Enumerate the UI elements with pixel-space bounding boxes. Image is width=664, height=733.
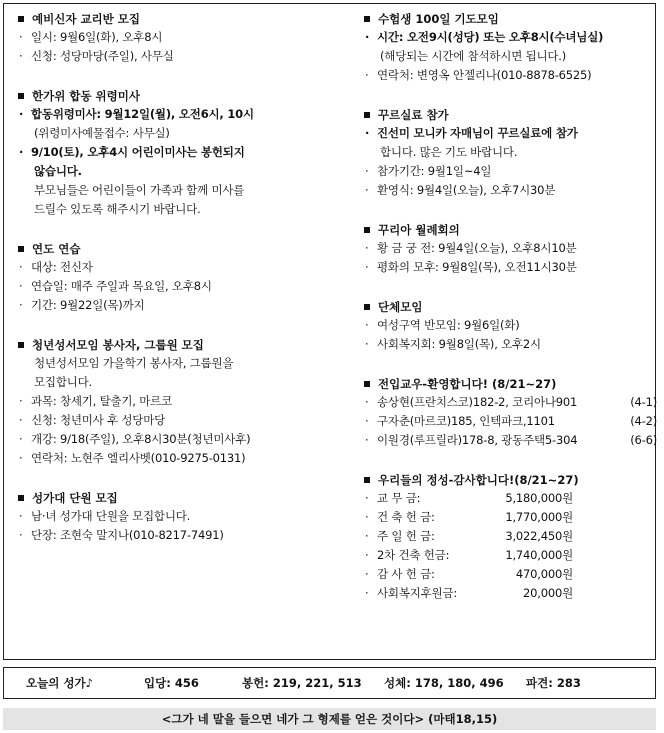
line-text: 청년성서모임 가을학기 봉사자, 그룹원을 [34,356,234,370]
section-heading [16,87,341,105]
offering-row [362,546,657,565]
newcomer-name: 이원경(루프릴라)178-8, 광동주택5-304 [377,433,578,447]
notice-line [16,430,341,449]
offering-row [362,489,657,508]
section-title: 꾸르실료 참가 [378,108,449,122]
line-text: 9/10(토), 오후4시 어린이미사는 봉헌되지 [31,145,245,159]
line-text: 황 금 궁 전: 9월4일(오늘), 오후8시10분 [377,241,577,255]
line-text: 사회복지회: 9월8일(목), 오후2시 [377,337,541,351]
line-text: 여성구역 반모임: 9월6일(화) [377,318,520,332]
line-text: 평화의 모후: 9월8일(목), 오전11시30분 [377,260,577,274]
section-title: 단체모임 [378,300,423,314]
line-marker: · [19,451,23,465]
notice-line [16,105,341,124]
line-text: 과목: 창세기, 탈출기, 마르코 [31,394,172,408]
bullet-square-icon [18,342,24,348]
line-text: 연습일: 매주 주일과 목요일, 오후8시 [31,279,212,293]
line-marker: · [19,260,23,274]
notice-line [16,526,341,545]
newcomer-name: 송상현(프란치스코)182-2, 코리아나901 [377,395,578,409]
hymn-recessional: 파견: 283 [526,676,581,690]
notice-section [362,471,657,603]
notice-line [16,277,341,296]
section-heading [16,336,341,354]
line-text: 않습니다. [34,164,82,178]
line-text: 부모님들은 어린이들이 가족과 함께 미사를 [34,183,245,197]
offering-row [362,584,657,603]
line-marker: · [19,528,23,542]
line-marker: · [19,394,23,408]
bullet-square-icon [18,16,24,22]
section-heading [362,106,657,124]
notice-section [362,298,657,354]
line-marker: · [365,68,369,82]
notice-line [362,316,657,335]
line-marker: · [365,510,369,524]
notice-line [16,143,341,162]
right-column [362,10,657,624]
notice-line [16,162,341,181]
newcomer-district: (4-2) [630,414,657,428]
line-marker: · [365,395,369,409]
bullet-square-icon [364,227,370,233]
section-heading [362,471,657,489]
notice-line [16,373,341,392]
line-text: 신청: 청년미사 후 성당마당 [31,413,166,427]
section-heading [362,375,657,393]
line-marker: · [19,279,23,293]
newcomer-row [362,431,657,450]
offering-label: 감 사 헌 금: [377,567,435,581]
notice-line [362,47,657,66]
line-text: 대상: 전신자 [31,260,93,274]
offering-row [362,527,657,546]
notice-line [362,143,657,162]
notice-section [362,221,657,277]
line-text: 남·녀 성가대 단원을 모집합니다. [31,509,191,523]
notice-line [362,335,657,354]
notice-line [16,47,341,66]
line-text: 시간: 오전9시(성당) 또는 오후8시(수녀님실) [377,30,604,44]
line-marker: · [365,337,369,351]
newcomer-district: (4-1) [630,395,657,409]
line-text: 일시: 9월6일(화), 오후8시 [31,30,163,44]
line-marker: · [365,183,369,197]
line-text: 합니다. 많은 기도 바랍니다. [380,145,518,159]
line-marker: · [365,260,369,274]
section-title: 성가대 단원 모집 [32,491,118,505]
line-marker: · [19,107,24,121]
section-title: 꾸리아 월례회의 [378,223,460,237]
line-marker: · [365,586,369,600]
notice-section [16,240,341,315]
line-marker: · [365,318,369,332]
bible-verse: <그가 네 말을 들으면 네가 그 형제를 얻은 것이다> (마태18,15) [3,708,656,730]
offering-amount: 1,770,000원 [505,510,573,524]
section-title: 청년성서모임 봉사자, 그룹원 모집 [32,338,204,352]
offering-row [362,508,657,527]
bullet-square-icon [18,246,24,252]
offering-label: 사회복지후원금: [377,586,458,600]
offering-amount: 20,000원 [523,586,573,600]
notice-line [16,200,341,219]
section-title: 연도 연습 [32,242,81,256]
line-marker: · [365,433,369,447]
section-heading [362,298,657,316]
notice-line [362,28,657,47]
line-marker: · [365,241,369,255]
line-marker: · [19,49,23,63]
line-marker: · [19,413,23,427]
line-marker: · [19,30,23,44]
line-text: 기간: 9월22일(목)까지 [31,298,145,312]
hymn-communion: 성체: 178, 180, 496 [384,676,504,690]
section-heading [16,10,341,28]
newcomer-row [362,412,657,431]
line-text: 환영식: 9월4일(오늘), 오후7시30분 [377,183,556,197]
section-title: 전입교우-환영합니다! (8/21~27) [378,377,557,391]
hymn-label: 오늘의 성가♪ [26,676,93,690]
notice-line [362,181,657,200]
notice-section [16,336,341,468]
line-text: 합동위령미사: 9월12일(월), 오전6시, 10시 [31,107,254,121]
offering-label: 2차 건축 헌금: [377,548,450,562]
line-text: 모집합니다. [34,375,92,389]
line-marker: · [19,432,23,446]
notice-line [16,392,341,411]
bullet-square-icon [364,381,370,387]
bullet-square-icon [364,112,370,118]
notice-section [362,10,657,85]
line-marker: · [365,164,369,178]
section-heading [16,489,341,507]
left-column [16,10,341,566]
line-marker: · [19,145,24,159]
offering-row [362,565,657,584]
line-text: 참가기간: 9월1일~4일 [377,164,492,178]
hymn-offertory: 봉헌: 219, 221, 513 [242,676,362,690]
notice-line [16,124,341,143]
bullet-square-icon [364,16,370,22]
newcomer-name: 구자춘(마르코)185, 인텍파크,1101 [377,414,555,428]
line-text: (해당되는 시간에 참석하시면 됩니다.) [380,49,567,63]
notice-section [362,375,657,450]
section-heading [362,221,657,239]
line-marker: · [365,529,369,543]
line-text: 연락처: 노현주 엘리사벳(010-9275-0131) [31,451,246,465]
line-marker: · [365,491,369,505]
notice-line [16,411,341,430]
line-marker: · [365,567,369,581]
line-text: 진선미 모니카 자매님이 꾸르실료에 참가 [377,126,578,140]
offering-label: 건 축 헌 금: [377,510,435,524]
notice-line [362,258,657,277]
notice-line [16,507,341,526]
notice-line [16,354,341,373]
line-text: 연락처: 변영옥 안젤리나(010-8878-6525) [377,68,592,82]
bullet-square-icon [18,93,24,99]
offering-label: 주 일 헌 금: [377,529,435,543]
hymn-entrance: 입당: 456 [144,676,199,690]
section-title: 우리들의 정성-감사합니다!(8/21~27) [378,473,579,487]
line-text: 개강: 9/18(주일), 오후8시30분(청년미사후) [31,432,251,446]
notice-section [16,489,341,545]
notice-section [16,10,341,66]
line-marker: · [365,548,369,562]
offering-amount: 5,180,000원 [505,491,573,505]
newcomer-row [362,393,657,412]
line-text: (위령미사예물접수: 사무실) [34,126,170,140]
section-title: 예비신자 교리반 모집 [32,12,140,26]
offering-amount: 1,740,000원 [505,548,573,562]
section-heading [16,240,341,258]
notice-line [16,181,341,200]
hymn-bar [3,667,656,699]
notice-line [16,28,341,47]
offering-label: 교 무 금: [377,491,421,505]
notice-section [362,106,657,200]
line-marker: · [365,30,370,44]
bulletin-box [3,3,656,660]
notice-line [16,449,341,468]
line-marker: · [19,298,23,312]
notice-line [362,162,657,181]
notice-line [16,258,341,277]
notice-line [362,124,657,143]
line-text: 드릴수 있도록 해주시기 바랍니다. [34,202,201,216]
section-heading [362,10,657,28]
line-text: 단장: 조현숙 말지나(010-8217-7491) [31,528,224,542]
line-marker: · [19,509,23,523]
bullet-square-icon [364,304,370,310]
section-title: 수험생 100일 기도모임 [378,12,499,26]
notice-line [362,66,657,85]
bullet-square-icon [18,495,24,501]
notice-section [16,87,341,219]
bullet-square-icon [364,477,370,483]
line-text: 신청: 성당마당(주일), 사무실 [31,49,174,63]
newcomer-district: (6-6) [630,433,657,447]
line-marker: · [365,126,370,140]
offering-amount: 3,022,450원 [505,529,573,543]
notice-line [16,296,341,315]
offering-amount: 470,000원 [515,567,573,581]
section-title: 한가위 합동 위령미사 [32,89,140,103]
line-marker: · [365,414,369,428]
notice-line [362,239,657,258]
